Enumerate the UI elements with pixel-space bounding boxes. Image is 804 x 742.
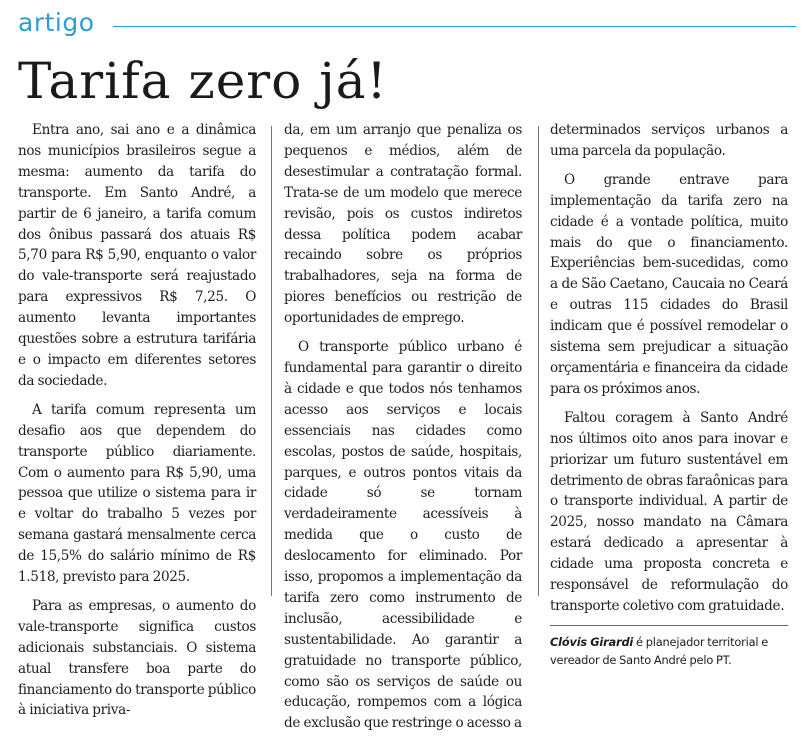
column-1	[18, 120, 256, 729]
author-bio: é planejador territorial e vereador de Santo André pelo PT.	[550, 634, 769, 667]
section-label: artigo	[18, 8, 95, 37]
paragraph: O grande entrave para implementação da tarifa zero na cidade é a vontade política, muito mais do que o financiamento. Experiências bem-sucedidas, como a de São Caetano, Caucaia no Ceará e outras 115 cidades do Brasil indicam que é possível remodelar o sistema sem prejudicar a situação orçamentária e financeira da cidade para os próximos anos.	[550, 171, 788, 397]
column-divider	[271, 126, 272, 596]
column-2	[284, 120, 522, 742]
paragraph: O transporte público urbano é fundamental para garantir o direito à cidade e que todos nós tenhamos acesso aos serviços e locais essenciais nas cidades como escolas, postos de saúde, hospitais, parques, e outros pontos vitais da cidade só se tornam verdadeiramente acessíveis à medida que o custo de deslocamento for eliminado. Por isso, propomos a implementação da tarifa zero como instrumento de inclusão, acessibilidade e sustentabilidade. Ao garantir a gratuidade no transporte público, como são os serviços de saúde ou educação, rompemos com a lógica de exclusão que restringe o acesso a	[284, 339, 522, 732]
section-rule	[113, 26, 796, 27]
paragraph: Entra ano, sai ano e a dinâmica nos municípios brasileiros segue a mesma: aumento da tarifa do transporte. Em Santo André, a partir de 6 janeiro, a tarifa comum dos ônibus passará dos atuais R$ 5,70 para R$ 5,90, enquanto o valor do vale-transporte será reajustado para expressivos R$ 7,25. O aumento levanta importantes questões sobre a estrutura tarifária e o impacto em diferentes setores da sociedade.	[18, 122, 256, 389]
author-note	[550, 633, 788, 669]
author-name: Clóvis Girardi	[550, 634, 634, 649]
author-divider	[550, 625, 788, 626]
paragraph: Faltou coragem à Santo André nos últimos oito anos para inovar e priorizar um futuro sustentável em detrimento de obras faraônicas para o transporte individual. A partir de 2025, nosso mandato na Câmara estará dedicado a apresentar à cidade uma proposta concreta e responsável de reformulação do transporte coletivo com gratuidade.	[550, 409, 788, 614]
column-divider	[538, 126, 539, 596]
column-3	[550, 120, 788, 677]
paragraph: determinados serviços urbanos a uma parcela da população.	[550, 122, 788, 159]
paragraph: da, em um arranjo que penaliza os pequenos e médios, além de desestimular a contratação formal. Trata-se de um modelo que merece revisão, pois os custos indiretos dessa política podem acabar recaindo sobre os próprios trabalhadores, seja na forma de piores benefícios ou restrição de oportunidades de emprego.	[284, 122, 522, 327]
paragraph: A tarifa comum representa um desafio aos que dependem do transporte público diariamente. Com o aumento para R$ 5,90, uma pessoa que utilize o sistema para ir e voltar do trabalho 5 vezes por semana gastará mensalmente cerca de 15,5% do salário mínimo de R$ 1.518, previsto para 2025.	[18, 401, 256, 586]
paragraph: Para as empresas, o aumento do vale-transporte significa custos adicionais substanciais. O sistema atual transfere boa parte do financiamento do transporte público à iniciativa priva-	[18, 597, 256, 719]
headline: Tarifa zero já!	[18, 52, 388, 110]
